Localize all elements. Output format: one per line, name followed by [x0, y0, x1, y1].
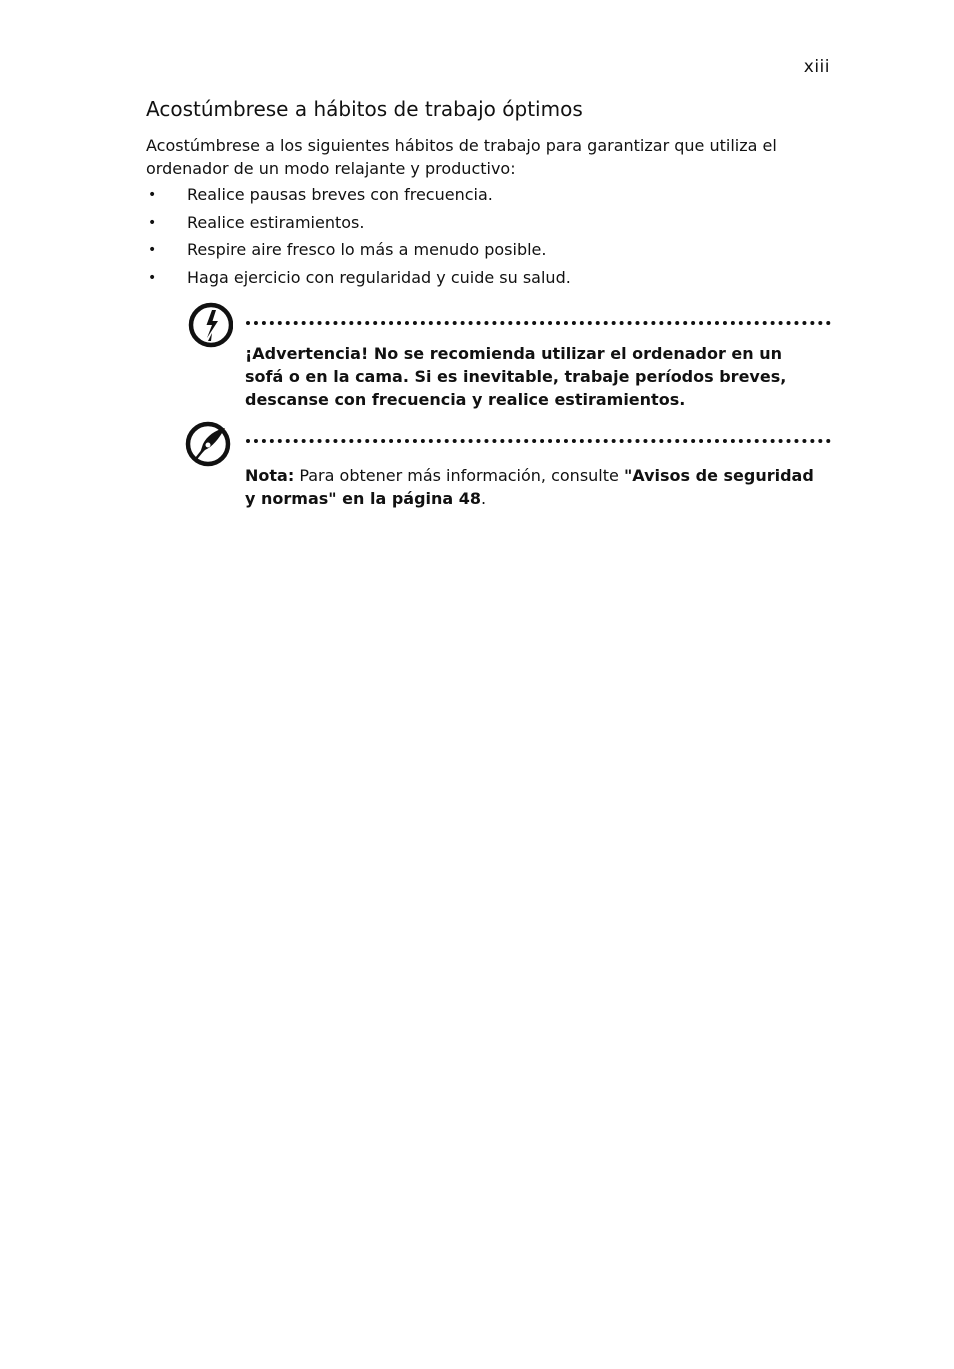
note-text — [245, 464, 825, 510]
pen-nib-note-icon — [185, 420, 233, 468]
bullet-icon: • — [148, 214, 157, 231]
warning-text: ¡Advertencia! No se recomienda utilizar el ordenador en un sofá o en la cama. Si es inevitable, trabaje períodos breves, descanse con frecuencia y realice estiramientos. — [245, 344, 787, 409]
habit-list — [146, 184, 571, 294]
bullet-icon: • — [148, 187, 157, 203]
page-number: xiii — [803, 57, 830, 77]
section-title: Acostúmbrese a hábitos de trabajo óptimos — [146, 97, 583, 121]
dotted-rule — [246, 321, 831, 325]
list-item — [146, 184, 571, 212]
note-end: . — [481, 489, 487, 508]
list-item-text: Haga ejercicio con regularidad y cuide su salud. — [187, 267, 571, 287]
list-item — [146, 267, 571, 295]
note-block — [185, 420, 835, 520]
list-item — [146, 212, 571, 240]
warning-block — [185, 301, 835, 421]
lightning-warning-icon — [185, 301, 233, 349]
note-label: Nota: — [245, 466, 295, 485]
list-item-text: Realice estiramientos. — [187, 212, 365, 232]
bullet-icon: • — [148, 242, 157, 259]
list-item — [146, 239, 571, 267]
intro-paragraph: Acostúmbrese a los siguientes hábitos de trabajo para garantizar que utiliza el ordenador de un modo relajante y productivo: — [146, 136, 777, 178]
dotted-rule — [246, 439, 831, 443]
safety-notices-link[interactable]: "Avisos de seguridad y normas" en la página 48 — [245, 466, 814, 508]
bullet-icon: • — [148, 269, 157, 286]
note-body: Para obtener más información, consulte — [294, 466, 624, 485]
list-item-text: Respire aire fresco lo más a menudo posible. — [187, 240, 547, 260]
list-item-text: Realice pausas breves con frecuencia. — [187, 185, 493, 204]
